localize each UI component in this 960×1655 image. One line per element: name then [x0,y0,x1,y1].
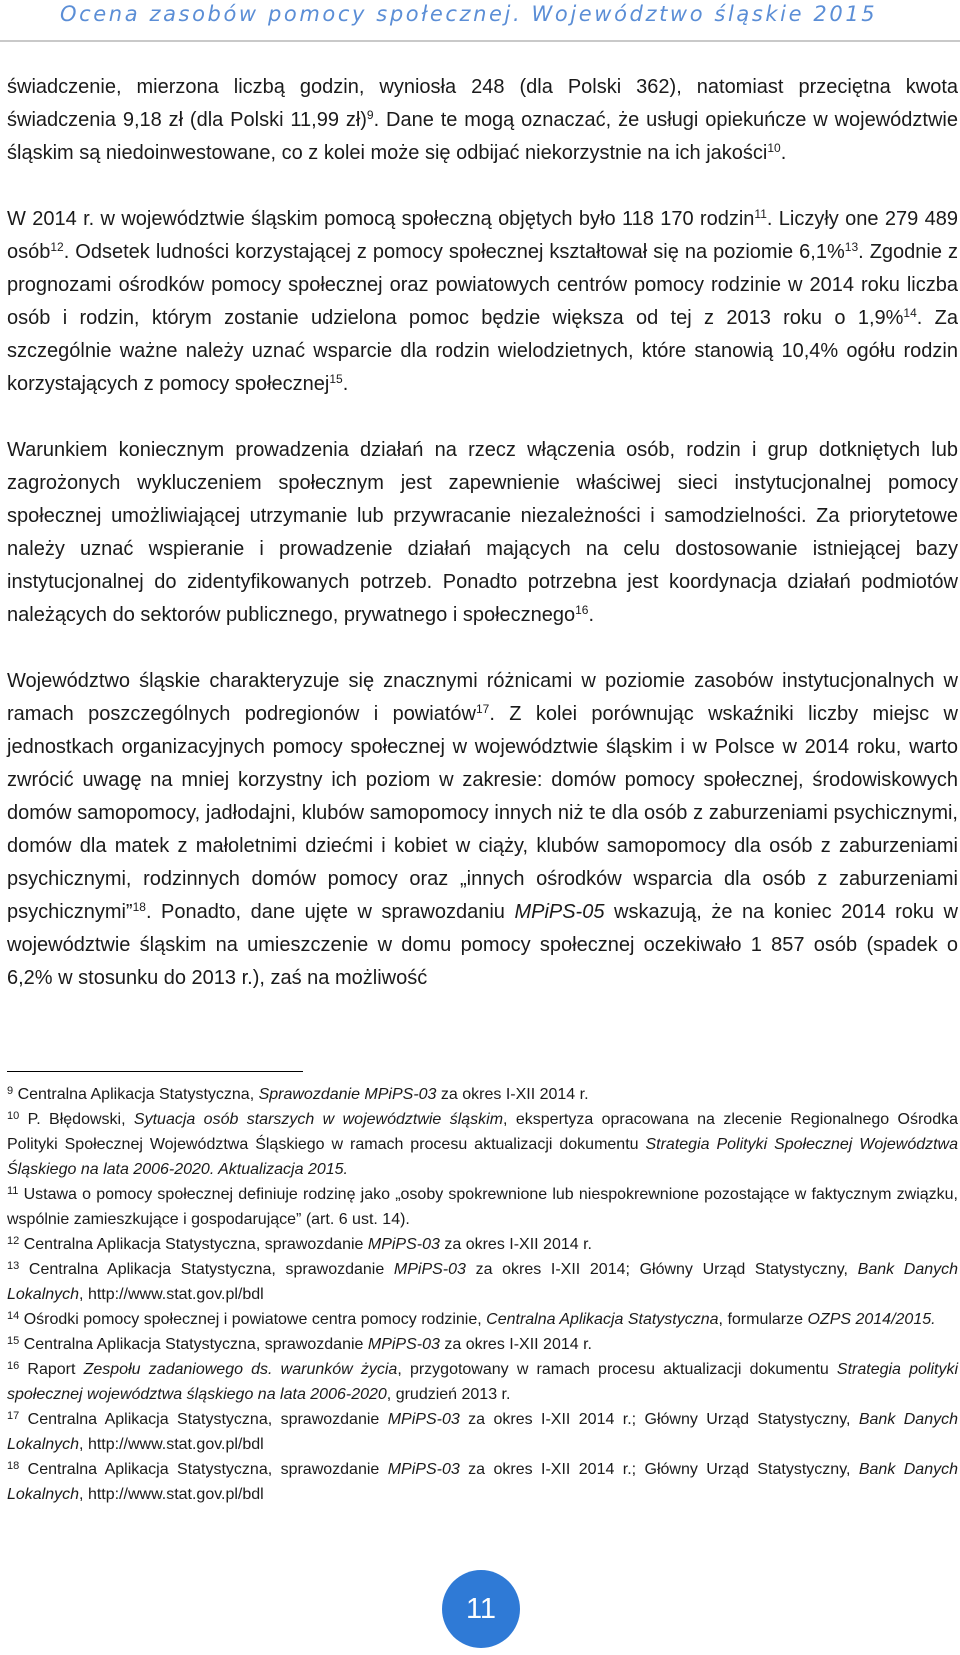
footnote-15: $^{15}$ Centralna Aplikacja Statystyczna, sprawozdanie MPiPS-03 za okres I-XII 2014 r. [7,1335,592,1353]
paragraph-4: Województwo śląskie charakteryzuje się znacznymi różnicami w poziomie zasobów instytucjonalnych w ramach poszczególnych podregionów i powiatów$^{17}$. Z kolei porównując wskaźniki liczby miejsc w jednostkach organizacyjnych pomocy społecznej w województwie śląskim i w Polsce w 2014 roku, warto zwrócić uwagę na mniej korzystny ich poziom w zakresie: domów pomocy społecznej, środowiskowych domów samopomocy, jadłodajni, klubów samopomocy innych niż te dla osób z zaburzeniami psychicznymi, domów dla matek z małoletnimi dziećmi i kobiet w ciąży, klubów samopomocy dla osób z zaburzeniami psychicznymi, rodzinnych domów pomocy oraz „innych ośrodków wsparcia dla osób z zaburzeniami psychicznymi”$^{18}$. Ponadto, dane ujęte w sprawozdaniu MPiPS-05 wskazują, że na koniec 2014 roku w województwie śląskim na umieszczenie w domu pomocy społecznej oczekiwało 1 857 osób (spadek o 6,2% w stosunku do 2013 r.), zaś na możliwość [7,670,958,989]
footnote-ref-18: 18 [132,900,146,914]
paragraph-3: Warunkiem koniecznym prowadzenia działań na rzecz włączenia osób, rodzin i grup dotkniętych lub zagrożonych wykluczeniem społecznym jest zapewnienie właściwej sieci instytucjonalnej pomocy społecznej umożliwiającej utrzymanie lub przywracanie niezależności i samodzielności. Za priorytetowe należy uznać wspieranie i prowadzenie działań mających na celu dostosowanie istniejącej bazy instytucjonalnej do zidentyfikowanych potrzeb. Ponadto potrzebna jest koordynacja działań podmiotów należących do sektorów publicznego, prywatnego i społecznego$^{16}$. [7,439,958,626]
footnote-10: $^{10}$ P. Błędowski, Sytuacja osób starszych w województwie śląskim, ekspertyza opracowana na zlecenie Regionalnego Ośrodka Polityki Społecznej Województwa Śląskiego w ramach procesu aktualizacji dokumentu Strategia Polityki Społecznej Województwa Śląskiego na lata 2006-2020. Aktualizacja 2015. [7,1110,959,1178]
footnote-ref-16: 16 [575,603,589,617]
page-header [0,0,960,40]
footnote-ref-15: 15 [329,372,343,386]
paragraph-2: W 2014 r. w województwie śląskim pomocą społeczną objętych było 118 170 rodzin$^{11}$. Liczyły one 279 489 osób$^{12}$. Odsetek ludności korzystającej z pomocy społecznej kształtował się na poziomie 6,1%$^{13}$. Zgodnie z prognozami ośrodków pomocy społecznej oraz powiatowych centrów pomocy rodzinie w 2014 roku liczba osób i rodzin, którym zostanie udzielona pomoc będzie większa od tej z 2013 roku o 1,9%$^{14}$. Za szczególnie ważne należy uznać wsparcie dla rodzin wielodzietnych, które stanowią 10,4% ogółu rodzin korzystających z pomocy społecznej$^{15}$. [7,207,959,395]
footnote-ref-14: 14 [903,306,917,320]
footnote-ref-13: 13 [844,240,859,254]
main-text [7,71,958,1028]
footnote-13: $^{13}$ Centralna Aplikacja Statystyczna, sprawozdanie MPiPS-03 za okres I-XII 2014; Główny Urząd Statystyczny, Bank Danych Lokalnych, http://www.stat.gov.pl/bdl [7,1260,959,1303]
header-title: Ocena zasobów pomocy społecznej. Województwo śląskie 2015 [60,2,878,26]
footnote-ref-11: 11 [754,207,767,221]
footnote-16: $^{16}$ Raport Zespołu zadaniowego ds. warunków życia, przygotowany w ramach procesu aktualizacji dokumentu Strategia polityki społecznej województwa śląskiego na lata 2006-2020, grudzień 2013 r. [7,1360,959,1403]
header-divider [0,40,960,42]
footnote-17: $^{17}$ Centralna Aplikacja Statystyczna, sprawozdanie MPiPS-03 za okres I-XII 2014 r.; Główny Urząd Statystyczny, Bank Danych Lokalnych, http://www.stat.gov.pl/bdl [7,1410,958,1453]
footnote-ref-12: 12 [50,240,64,254]
page-number-badge: 11 [442,1570,520,1648]
footnotes [7,1082,958,1507]
footnote-ref-9: 9 [366,108,374,122]
paragraph-1: świadczenie, mierzona liczbą godzin, wyniosła 248 (dla Polski 362), natomiast przeciętna kwota świadczenia 9,18 zł (dla Polski 11,99 zł)$^9$. Dane te mogą oznaczać, że usługi opiekuńcze w województwie śląskim są niedoinwestowane, co z kolei może się odbijać niekorzystnie na ich jakości$^{10}$. [7,76,958,164]
footnote-14: $^{14}$ Ośrodki pomocy społecznej i powiatowe centra pomocy rodzinie, Centralna Aplikacja Statystyczna, formularze OZPS 2014/2015. [7,1310,936,1328]
footnote-ref-10: 10 [767,141,781,155]
footnote-11: $^{11}$ Ustawa o pomocy społecznej definiuje rodzinę jako „osoby spokrewnione lub niespokrewnione pozostające w faktycznym związku, wspólnie zamieszkujące i gospodarujące” (art. 6 ust. 14). [7,1185,958,1228]
footnote-18: $^{18}$ Centralna Aplikacja Statystyczna, sprawozdanie MPiPS-03 za okres I-XII 2014 r.; Główny Urząd Statystyczny, Bank Danych Lokalnych, http://www.stat.gov.pl/bdl [7,1460,958,1503]
footnote-12: $^{12}$ Centralna Aplikacja Statystyczna, sprawozdanie MPiPS-03 za okres I-XII 2014 r. [7,1235,592,1253]
footnote-ref-17: 17 [475,702,490,716]
footnote-9: $^9$ Centralna Aplikacja Statystyczna, Sprawozdanie MPiPS-03 za okres I-XII 2014 r. [7,1085,589,1103]
footnote-separator [7,1071,303,1072]
